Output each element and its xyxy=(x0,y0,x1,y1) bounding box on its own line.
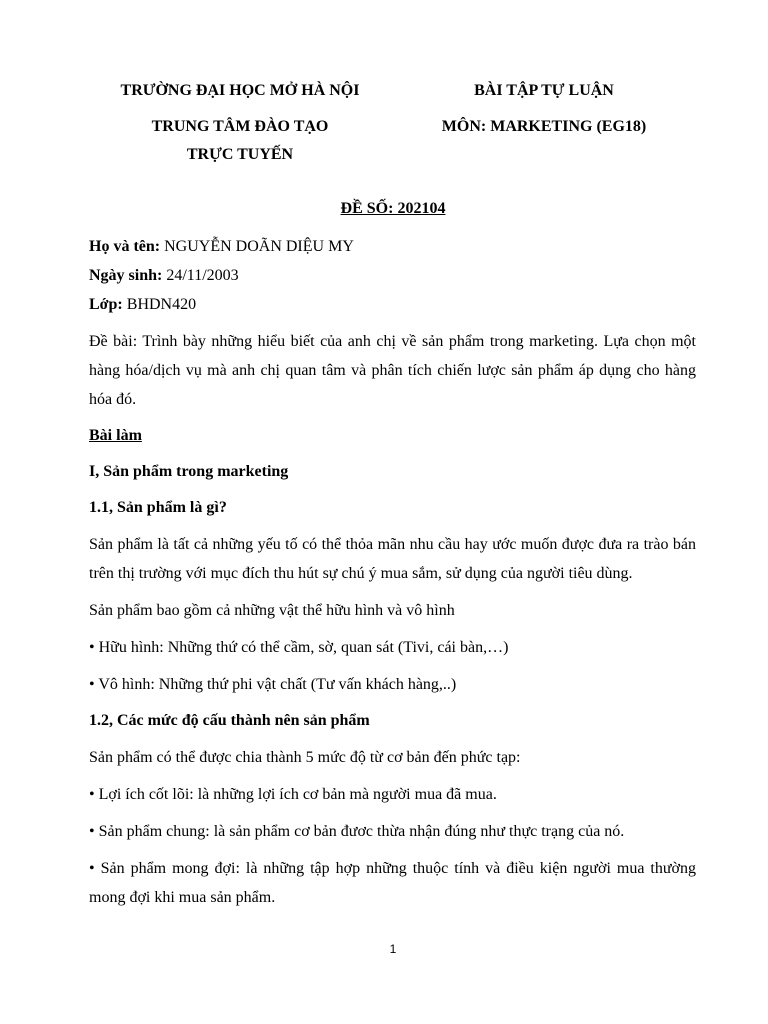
section-heading-1: I, Sản phẩm trong marketing xyxy=(89,463,289,480)
document-body xyxy=(89,232,696,912)
header-institution xyxy=(90,77,390,177)
bullet-item: • Vô hình: Những thứ phi vật chất (Tư vấn khách hàng,..) xyxy=(89,676,457,693)
dob-line xyxy=(89,261,696,290)
subsection-heading-1-1: 1.1, Sản phẩm là gì? xyxy=(89,499,227,516)
answer-heading: Bài làm xyxy=(89,427,142,444)
paragraph: Sản phẩm là tất cả những yếu tố có thể thỏa mãn nhu cầu hay ước muốn được đưa ra trào bán trên thị trường với mục đích thu hút sự chú ý mua sắm, sử dụng của người tiêu dùng. xyxy=(89,536,696,582)
header-assignment xyxy=(394,77,694,149)
student-name: NGUYỄN DOÃN DIỆU MY xyxy=(160,238,354,255)
course-name: MÔN: MARKETING (EG18) xyxy=(441,118,647,135)
name-label: Họ và tên: xyxy=(89,238,161,255)
student-name-line xyxy=(89,232,696,261)
assignment-type: BÀI TẬP TỰ LUẬN xyxy=(474,82,614,99)
class-label: Lớp: xyxy=(89,296,123,313)
dob-label: Ngày sinh: xyxy=(89,267,163,284)
bullet-item: • Sản phẩm chung: là sản phẩm cơ bản đươc thừa nhận đúng như thực trạng của nó. xyxy=(89,823,625,840)
bullet-item: • Sản phẩm mong đợi: là những tập hợp những thuộc tính và điều kiện người mua thường mong đợi khi mua sản phẩm. xyxy=(89,860,696,906)
university-name: TRƯỜNG ĐẠI HỌC MỞ HÀ NỘI xyxy=(120,82,360,99)
exam-number: ĐỀ SỐ: 202104 xyxy=(340,200,446,217)
subsection-heading-1-2: 1.2, Các mức độ cấu thành nên sản phẩm xyxy=(89,712,370,729)
center-name: TRUNG TÂM ĐÀO TẠO xyxy=(151,118,329,135)
page-number: 1 xyxy=(389,942,397,956)
assignment-prompt: Đề bài: Trình bày những hiểu biết của anh chị về sản phẩm trong marketing. Lựa chọn một hàng hóa/dịch vụ mà anh chị quan tâm và phân tích chiến lược sản phẩm áp dụng cho hàng hóa đó. xyxy=(89,333,696,408)
bullet-item: • Hữu hình: Những thứ có thể cầm, sờ, quan sát (Tivi, cái bàn,…) xyxy=(89,639,509,656)
center-name-cont: TRỰC TUYẾN xyxy=(186,146,294,163)
paragraph: Sản phẩm bao gồm cả những vật thể hữu hình và vô hình xyxy=(89,602,455,619)
student-dob: 24/11/2003 xyxy=(162,267,239,284)
student-class: BHDN420 xyxy=(122,296,197,313)
bullet-item: • Lợi ích cốt lõi: là những lợi ích cơ bản mà người mua đã mua. xyxy=(89,786,497,803)
class-line xyxy=(89,290,696,319)
paragraph: Sản phẩm có thể được chia thành 5 mức độ từ cơ bản đến phức tạp: xyxy=(89,749,521,766)
